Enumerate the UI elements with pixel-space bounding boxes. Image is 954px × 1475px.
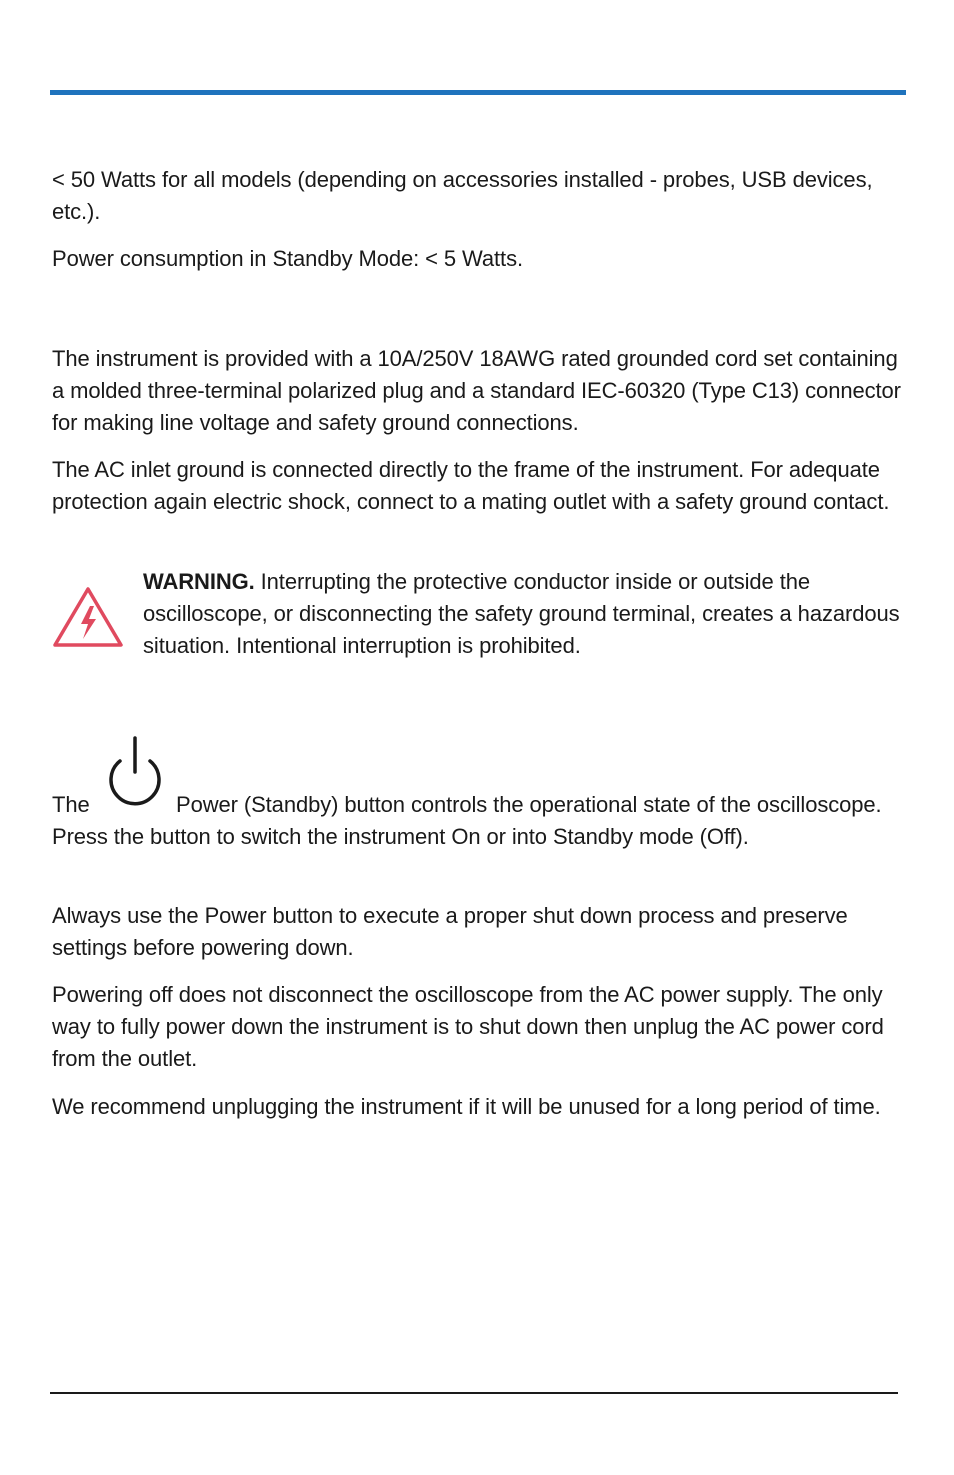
power-button-description: Power (Standby) button controls the operational state of the oscilloscope. Press the button to switch the instrument On or into Standby mode (Off). <box>52 792 882 849</box>
warning-label: WARNING. <box>143 569 255 594</box>
unplug-recommendation-paragraph: We recommend unplugging the instrument if it will be unused for a long period of time. <box>52 1094 881 1119</box>
warning-body: Interrupting the protective conductor inside or outside the oscilloscope, or disconnecting the safety ground terminal, creates a hazardous situation. Intentional interruption is prohibited. <box>143 569 900 658</box>
power-lead-text: The <box>52 792 90 817</box>
ac-inlet-ground-paragraph: The AC inlet ground is connected directly to the frame of the instrument. For adequate protection again electric shock, connect to a mating outlet with a safety ground contact. <box>52 457 890 514</box>
footer-rule <box>50 1392 898 1394</box>
standby-consumption-text: Power consumption in Standby Mode: < 5 Watts. <box>52 246 523 271</box>
power-off-paragraph: Powering off does not disconnect the oscilloscope from the AC power supply. The only way to fully power down the instrument is to shut down then unplug the AC power cord from the outlet. <box>52 982 884 1071</box>
warning-paragraph <box>143 566 903 662</box>
power-button-paragraph <box>52 789 902 853</box>
header-rule <box>50 90 906 95</box>
cord-set-paragraph: The instrument is provided with a 10A/250V 18AWG rated grounded cord set containing a molded three-terminal polarized plug and a standard IEC-60320 (Type C13) connector for making line voltage and safety ground connections. <box>52 346 901 435</box>
high-voltage-warning-icon <box>52 586 124 648</box>
shutdown-paragraph: Always use the Power button to execute a proper shut down process and preserve settings before powering down. <box>52 903 848 960</box>
power-consumption-text: < 50 Watts for all models (depending on accessories installed - probes, USB devices, etc.). <box>52 167 873 224</box>
